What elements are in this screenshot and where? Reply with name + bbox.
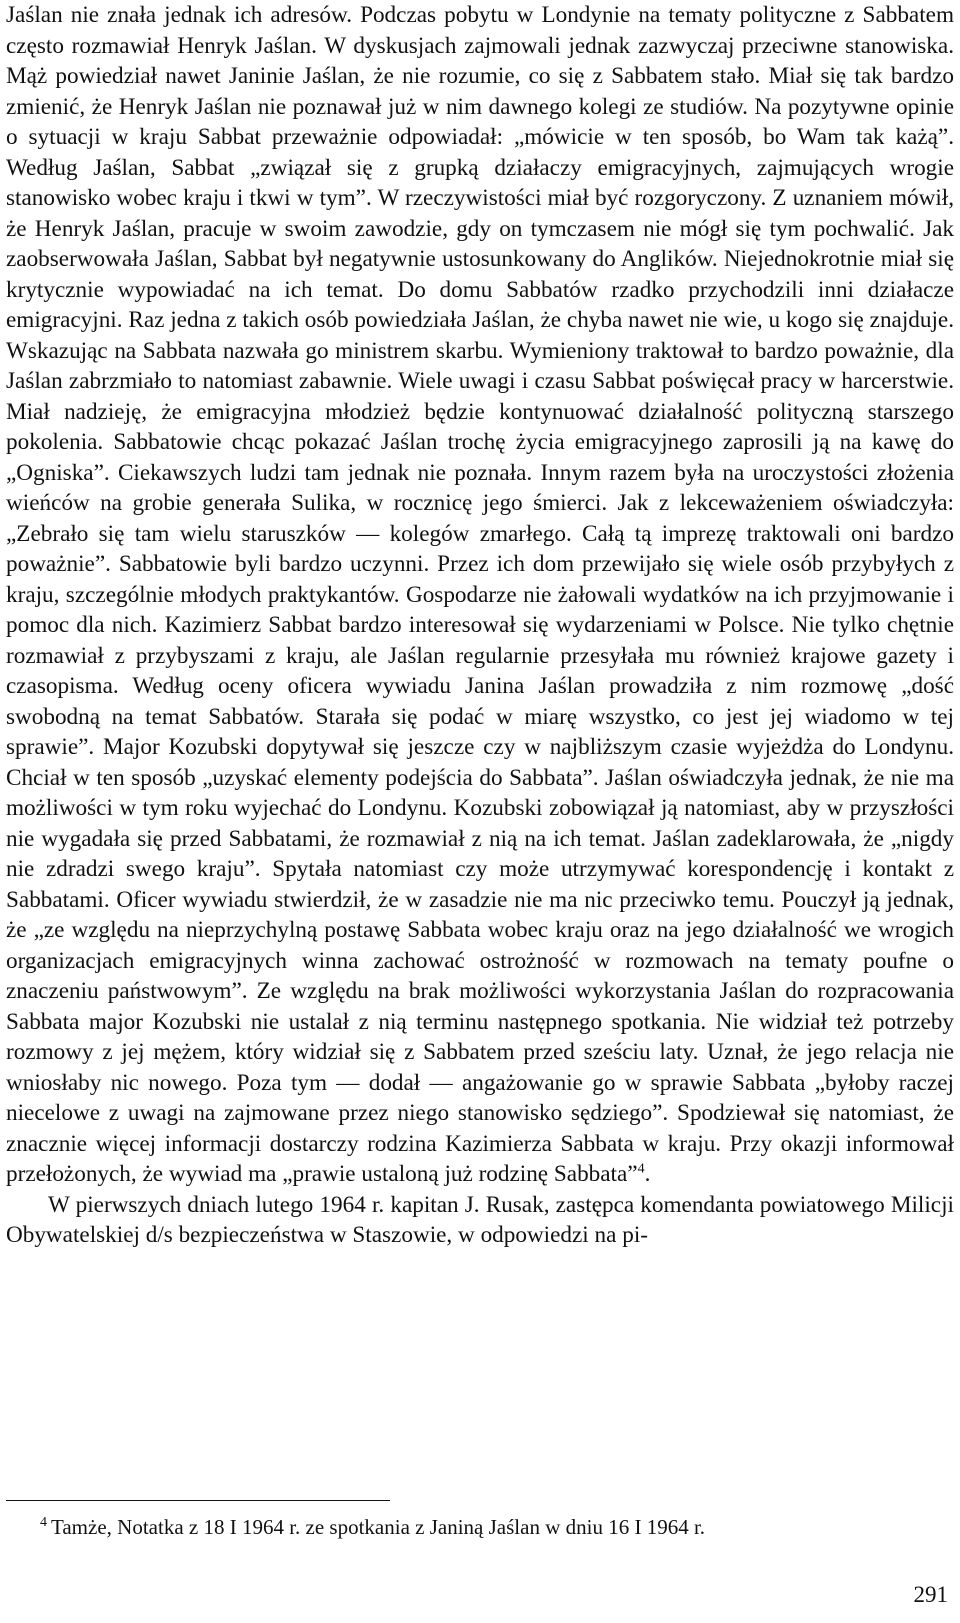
paragraph-text: W pierwszych dniach lutego 1964 r. kapitan J. Rusak, zastępca komendanta powiatowego Milicji Obywatelskiej d/s bezpieczeństwa w Staszowie, w odpowiedzi na pi-: [6, 1191, 954, 1248]
paragraph-end-punctuation: .: [644, 1161, 651, 1187]
footnote-mark: 4: [40, 1515, 47, 1530]
paragraph-text: Jaślan nie znała jednak ich adresów. Podczas pobytu w Londynie na tematy polityczne z Sabbatem często rozmawiał Henryk Jaślan. W dyskusjach zajmowali jednak zazwyczaj przeciwne stanowiska. Mąż powiedział nawet Janinie Jaślan, że nie rozumie, co się z Sabbatem stało. Miał się tak bardzo zmienić, że Henryk Jaślan nie poznawał już w nim dawnego kolegi ze studiów. Na pozytywne opinie o sytuacji w kraju Sabbat przeważnie odpowiadał: „mówicie w ten sposób, bo Wam tak każą”. Według Jaślan, Sabbat „związał się z grupką działaczy emigracyjnych, zajmujących wrogie stanowisko wobec kraju i tkwi w tym”. W rzeczywistości miał być rozgoryczony. Z uznaniem mówił, że Henryk Jaślan, pracuje w swoim zawodzie, gdy on tymczasem nie mógł się tym pochwalić. Jak zaobserwowała Jaślan, Sabbat był negatywnie ustosunkowany do Anglików. Niejednokrotnie miał się krytycznie wypowiadać na ich temat. Do domu Sabbatów rzadko przychodzili inni działacze emigracyjni. Raz jedna z takich osób powiedziała Jaślan, że chyba nawet nie wie, u kogo się znajduje. Wskazując na Sabbata nazwała go ministrem skarbu. Wymieniony traktował to bardzo poważnie, dla Jaślan zabrzmiało to natomiast zabawnie. Wiele uwagi i czasu Sabbat poświęcał pracy w harcerstwie. Miał nadzieję, że emigracyjna młodzież będzie kontynuować działalność polityczną starszego pokolenia. Sabbatowie chcąc pokazać Jaślan trochę życia emigracyjnego zaprosili ją na kawę do „Ogniska”. Ciekawszych ludzi tam jednak nie poznała. Innym razem była na uroczystości złożenia wieńców na grobie generała Sulika, w rocznicę jego śmierci. Jak z lekceważeniem oświadczyła: „Zebrało się tam wielu staruszków — kolegów zmarłego. Całą tą imprezę traktowali oni bardzo poważnie”. Sabbatowie byli bardzo uczynni. Przez ich dom przewijało się wiele osób przybyłych z kraju, szczególnie młodych praktykantów. Gospodarze nie żałowali wydatków na ich przyjmowanie i pomoc dla nich. Kazimierz Sabbat bardzo interesował się wydarzeniami w Polsce. Nie tylko chętnie rozmawiał z przybyszami z kraju, ale Jaślan regularnie przesyłała mu również krajowe gazety i czasopisma. Według oceny oficera wywiadu Janina Jaślan prowadziła z nim rozmowę „dość swobodną na temat Sabbatów. Starała się podać w miarę wszystko, co jest jej wiadomo w tej sprawie”. Major Kozubski dopytywał się jeszcze czy w najbliższym czasie wyjeżdża do Londynu. Chciał w ten sposób „uzyskać elementy podejścia do Sabbata”. Jaślan oświadczyła jednak, że nie ma możliwości w tym roku wyjechać do Londynu. Kozubski zobowiązał ją natomiast, aby w przyszłości nie wygadała się przed Sabbatami, że rozmawiał z nią na ich temat. Jaślan zadeklarowała, że „nigdy nie zdradzi swego kraju”. Spytała natomiast czy może utrzymywać korespondencję i kontakt z Sabbatami. Oficer wywiadu stwierdził, że w zasadzie nie ma nic przeciwko temu. Pouczył ją jednak, że „ze względu na nieprzychylną postawę Sabbata wobec kraju oraz na jego działalność we wrogich organizacjach emigracyjnych winna zachować ostrożność w rozmowach na tematy poufne o znaczeniu państwowym”. Ze względu na brak możliwości wykorzystania Jaślan do rozpracowania Sabbata major Kozubski nie ustalał z nią terminu następnego spotkania. Nie widział też potrzeby rozmowy z jej mężem, który widział się z Sabbatem przed sześciu laty. Uznał, że jego relacja nie wniosłaby nic nowego. Poza tym — dodał — angażowanie go w sprawie Sabbata „byłoby raczej niecelowe z uwagi na zajmowane przez niego stanowisko sędziego”. Spodziewał się natomiast, że znacznie więcej informacji dostarczy rodzina Kazimierza Sabbata w kraju. Przy okazji informował przełożonych, że wywiad ma „prawie ustaloną już rodzinę Sabbata”: [6, 2, 954, 1187]
body-text: [6, 0, 954, 1251]
footnote-separator: [6, 1500, 390, 1501]
footnote-text: Tamże, Notatka z 18 I 1964 r. ze spotkania z Janiną Jaślan w dniu 16 I 1964 r.: [51, 1515, 706, 1539]
page-number: 291: [913, 1582, 948, 1607]
paragraph: [6, 0, 954, 1190]
paragraph: [6, 1190, 954, 1251]
footnote-reference[interactable]: 4: [637, 1161, 645, 1177]
footnote: [40, 1512, 940, 1542]
